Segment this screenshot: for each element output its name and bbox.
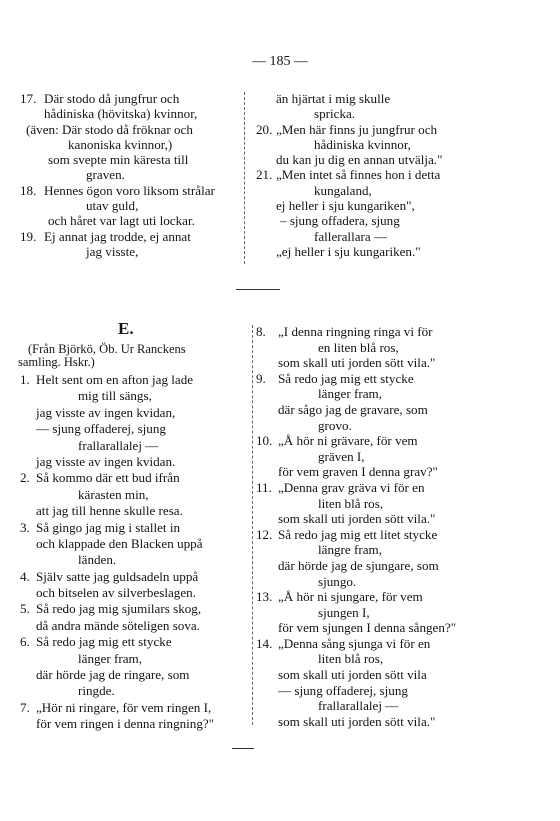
verse-line (256, 107, 476, 122)
verse-number: 21. (256, 167, 273, 183)
source-note-line-1: (Från Björkö, Öb. Ur Ranckens (28, 342, 186, 356)
verse-text: — sjung offaderej, sjung (36, 421, 166, 437)
verse-line (256, 652, 481, 668)
verse-line (20, 586, 245, 602)
verse-text: ej heller i sju kungariken", (276, 198, 415, 214)
verse-text: fallerallara — (314, 228, 388, 244)
verse-text: (även: Där stodo då fröknar och (26, 121, 193, 137)
verse-text: Där stodo då jungfrur och (44, 91, 180, 106)
verse-text: Ej annat jag trodde, ej annat (44, 228, 191, 244)
verse-line (256, 153, 476, 168)
verse-line (256, 606, 481, 622)
verse-line (20, 602, 245, 618)
verse-text: Så kommo där ett bud ifrån (36, 470, 180, 486)
verse-text: du kan ju dig en annan utvälja." (276, 152, 443, 168)
verse-line (256, 715, 481, 731)
verse-text: länden. (78, 552, 117, 568)
verse-text: och håret var lagt uti lockar. (48, 213, 195, 229)
verse-line (20, 652, 245, 668)
verse-line (256, 528, 481, 544)
verse-line (20, 92, 232, 107)
verse-text: „Å hör ni grävare, för vem (278, 433, 418, 449)
verse-line (256, 512, 481, 528)
verse-line (256, 341, 481, 357)
verse-line (20, 488, 245, 504)
verse-number: 20. (256, 121, 273, 137)
verse-line (20, 521, 245, 537)
verse-text: gräven I, (318, 448, 365, 464)
verse-text: då andra mände söteligen sova. (36, 617, 200, 633)
bottom-right-column (256, 325, 481, 730)
verse-text: sjungo. (318, 573, 357, 589)
verse-number: 10. (256, 433, 273, 449)
verse-line (256, 245, 476, 260)
verse-text: „I denna ringning ringa vi för (278, 324, 433, 339)
verse-line (256, 199, 476, 214)
verse-line (256, 434, 481, 450)
verse-line (256, 450, 481, 466)
verse-line (256, 559, 481, 575)
top-right-column (256, 92, 476, 260)
verse-line (20, 230, 232, 245)
verse-number: 6. (20, 634, 30, 650)
verse-text: länger fram, (78, 650, 142, 666)
verse-text: jag visste, (86, 243, 139, 259)
verse-number: 14. (256, 635, 273, 651)
verse-text: än hjärtat i mig skulle (276, 91, 391, 106)
verse-line (256, 356, 481, 372)
verse-line (20, 107, 232, 122)
verse-line (20, 504, 245, 520)
verse-text: som skall uti jorden sött vila." (278, 511, 436, 527)
verse-line (256, 138, 476, 153)
verse-line (256, 214, 476, 229)
verse-line (20, 214, 232, 229)
verse-line (256, 497, 481, 513)
verse-line (20, 619, 245, 635)
verse-text: Så redo jag mig sjumilars skog, (36, 601, 202, 617)
verse-text: grovo. (318, 417, 352, 433)
verse-line (20, 668, 245, 684)
verse-text: som svepte min käresta till (48, 152, 189, 168)
verse-number: 9. (256, 370, 266, 386)
verse-number: 2. (20, 470, 30, 486)
verse-text: hådiniska kvinnor, (314, 136, 411, 152)
verse-line (256, 637, 481, 653)
verse-text: „Denna sång sjunga vi för en (278, 635, 431, 651)
verse-text: Så redo jag mig ett litet stycke (278, 526, 438, 542)
verse-number: 1. (20, 372, 30, 387)
verse-text: liten blå ros, (318, 495, 384, 511)
verse-number: 8. (256, 324, 266, 339)
verse-line (20, 455, 245, 471)
verse-text: kungaland, (314, 182, 372, 198)
verse-text: för vem ringen i denna ringning?" (36, 716, 215, 732)
verse-text: och klappade den Blacken uppå (36, 535, 203, 551)
verse-number: 7. (20, 699, 30, 715)
verse-text: som skall uti jorden sött vila (278, 667, 427, 683)
verse-text: Själv satte jag guldsadeln uppå (36, 568, 199, 584)
verse-text: jag visste av ingen kvidan. (36, 453, 176, 469)
verse-number: 4. (20, 568, 30, 584)
verse-text: utav guld, (86, 198, 139, 214)
verse-line (20, 635, 245, 651)
verse-line (256, 403, 481, 419)
verse-text: ringde. (78, 683, 115, 699)
verse-text: Så redo jag mig ett stycke (278, 370, 414, 386)
verse-number: 3. (20, 519, 30, 535)
verse-text: „Men här finns ju jungfrur och (276, 121, 438, 137)
verse-text: mig till sängs, (78, 388, 152, 404)
verse-text: „Men intet så finnes hon i detta (276, 167, 441, 183)
verse-text: länger fram, (318, 386, 382, 402)
top-left-column (20, 92, 232, 260)
verse-text: – sjung offadera, sjung (280, 213, 400, 229)
verse-line (20, 406, 245, 422)
verse-number: 18. (20, 182, 37, 198)
verse-text: jag visste av ingen kvidan, (36, 404, 176, 420)
verse-text: som skall uti jorden sött vila." (278, 355, 436, 371)
bottom-left-column (20, 373, 245, 734)
verse-text: längre fram, (318, 542, 382, 558)
verse-text: kärasten min, (78, 486, 149, 502)
verse-text: frallarallalej — (318, 698, 399, 714)
verse-line (256, 481, 481, 497)
verse-line (20, 373, 245, 389)
verse-line (256, 668, 481, 684)
verse-line (20, 245, 232, 260)
verse-text: som skall uti jorden sött vila." (278, 713, 436, 729)
verse-text: Så gingo jag mig i stallet in (36, 519, 181, 535)
verse-number: 19. (20, 228, 37, 244)
verse-line (256, 590, 481, 606)
verse-line (256, 575, 481, 591)
verse-line (256, 325, 481, 341)
verse-text: „ej heller i sju kungariken." (276, 243, 421, 259)
verse-text: där hörde jag de ringare, som (36, 667, 190, 683)
verse-line (256, 123, 476, 138)
verse-line (20, 701, 245, 717)
verse-text: spricka. (314, 106, 356, 122)
verse-line (20, 684, 245, 700)
verse-text: liten blå ros, (318, 651, 384, 667)
verse-line (256, 621, 481, 637)
source-note (18, 342, 238, 369)
verse-line (20, 168, 232, 183)
verse-line (20, 553, 245, 569)
verse-text: för vem graven I denna grav?" (278, 464, 438, 480)
verse-line (256, 699, 481, 715)
verse-text: „Å hör ni sjungare, för vem (278, 589, 423, 605)
verse-text: en liten blå ros, (318, 339, 399, 355)
verse-line (20, 439, 245, 455)
verse-text: — sjung offaderej, sjung (278, 682, 408, 698)
verse-text: Så redo jag mig ett stycke (36, 634, 172, 650)
verse-text: där hörde jag de sjungare, som (278, 557, 439, 573)
verse-line (256, 372, 481, 388)
verse-line (256, 543, 481, 559)
verse-text: „Denna grav gräva vi för en (278, 479, 425, 495)
verse-line (256, 168, 476, 183)
verse-text: kanoniska kvinnor,) (68, 136, 173, 152)
verse-text: frallarallalej — (78, 437, 159, 453)
verse-line (256, 465, 481, 481)
verse-text: där sågo jag de gravare, som (278, 401, 428, 417)
verse-text: sjungen I, (318, 604, 370, 620)
verse-text: graven. (86, 167, 125, 183)
verse-line (20, 123, 232, 138)
verse-line (20, 199, 232, 214)
verse-line (256, 184, 476, 199)
verse-text: Helt sent om en afton jag lade (36, 372, 194, 387)
verse-line (256, 684, 481, 700)
verse-number: 11. (256, 479, 272, 495)
section-letter: E. (118, 319, 134, 338)
verse-text: för vem sjungen I denna sången?" (278, 620, 457, 636)
page-number: — 185 — (252, 54, 308, 69)
verse-line (20, 570, 245, 586)
verse-number: 12. (256, 526, 273, 542)
verse-line (256, 230, 476, 245)
verse-line (20, 184, 232, 199)
top-column-divider (244, 92, 245, 264)
verse-line (20, 138, 232, 153)
verse-line (20, 471, 245, 487)
verse-line (256, 419, 481, 435)
section-divider (236, 289, 280, 290)
verse-text: hådiniska (hövitska) kvinnor, (44, 106, 198, 122)
verse-number: 17. (20, 91, 37, 106)
verse-text: att jag till henne skulle resa. (36, 503, 183, 519)
verse-line (256, 92, 476, 107)
source-note-line-2: samling. Hskr.) (18, 355, 95, 369)
verse-line (256, 387, 481, 403)
verse-number: 13. (256, 589, 273, 605)
verse-text: Hennes ögon voro liksom strålar (44, 182, 215, 198)
verse-line (20, 537, 245, 553)
verse-line (20, 717, 245, 733)
verse-line (20, 422, 245, 438)
end-rule (232, 748, 254, 749)
verse-text: och bitselen av silverbeslagen. (36, 585, 196, 601)
bottom-column-divider (252, 325, 253, 725)
verse-text: „Hör ni ringare, för vem ringen I, (36, 699, 212, 715)
verse-line (20, 153, 232, 168)
verse-line (20, 389, 245, 405)
verse-number: 5. (20, 601, 30, 617)
